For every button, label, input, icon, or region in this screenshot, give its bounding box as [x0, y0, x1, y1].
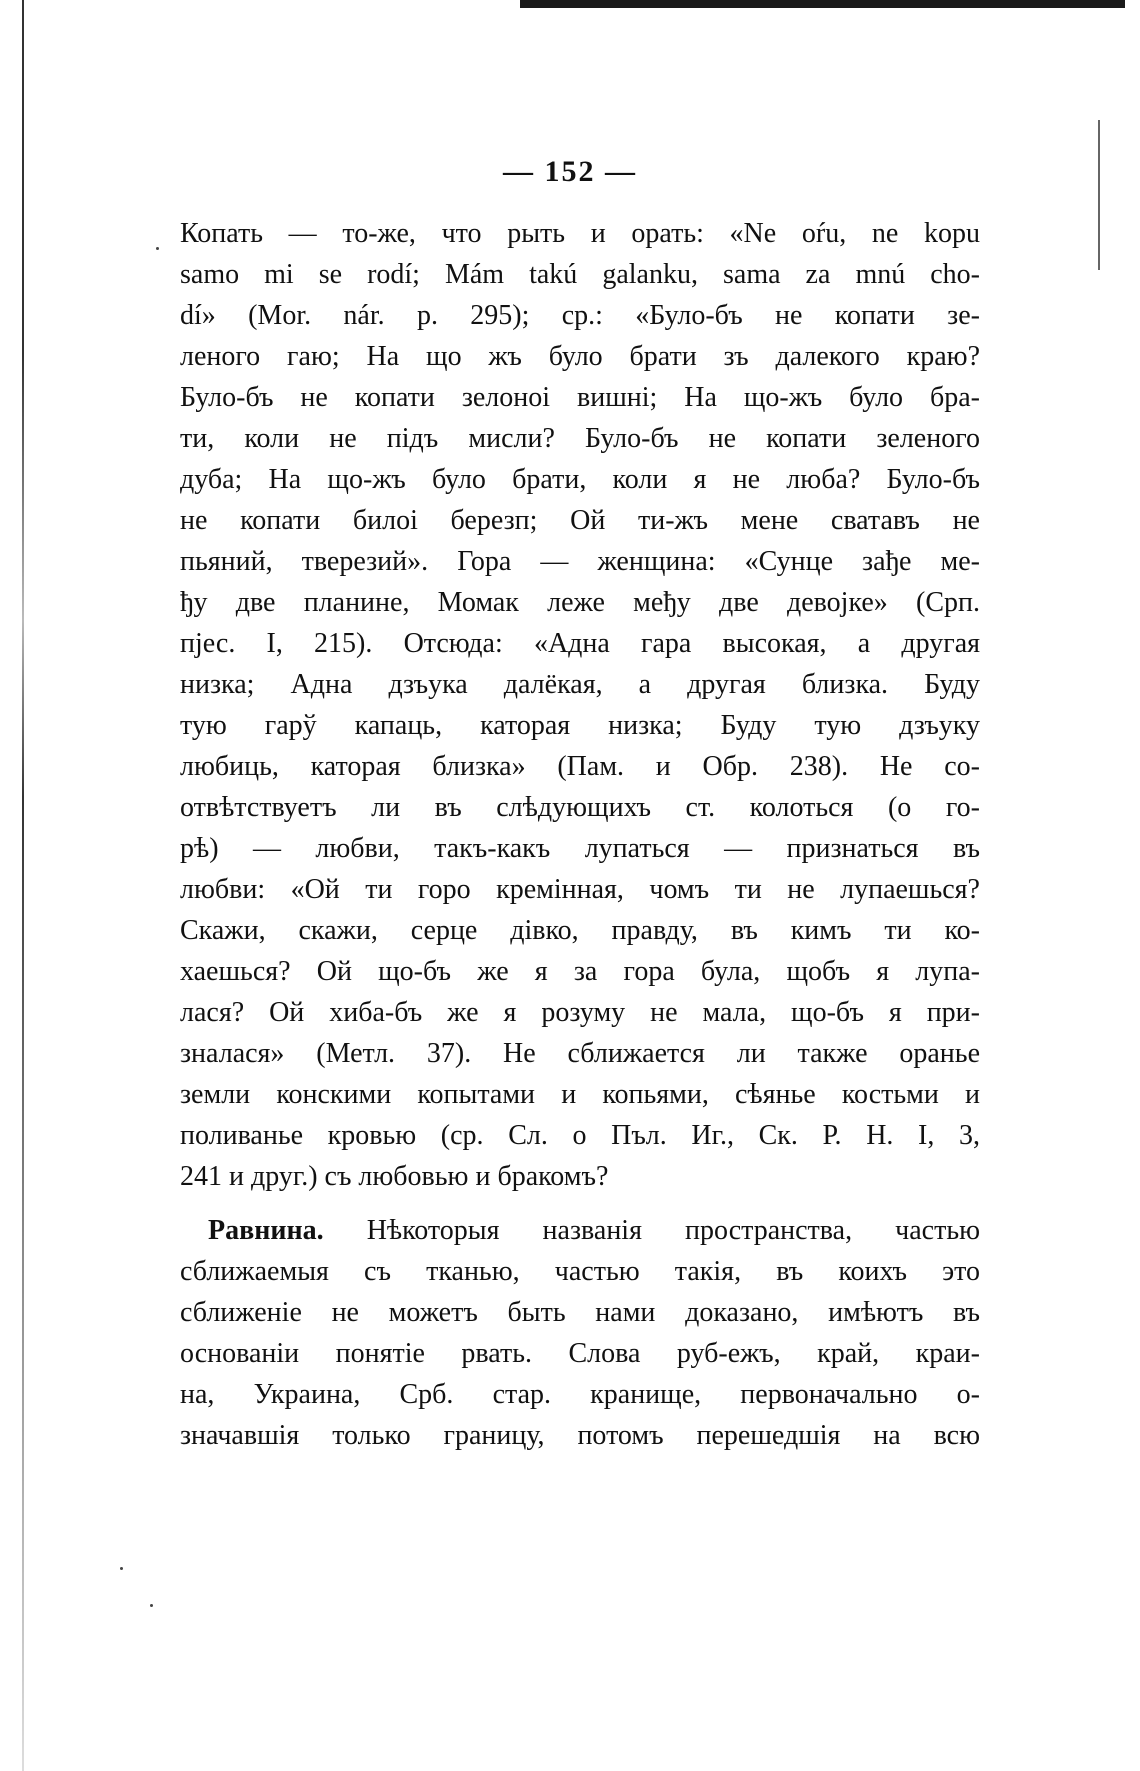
text-line: пјес. I, 215). Отсюда: «Адна гара высокая, а другая	[180, 628, 980, 659]
text-line	[180, 1210, 980, 1251]
text-run: Нѣкоторыя названія пространства, частью	[323, 1215, 980, 1246]
paragraph-ravnina	[180, 1210, 980, 1456]
text-line: пьяний, тверезий». Гора — женщина: «Сунце зађе ме-	[180, 546, 980, 577]
text-line: низка; Адна дзъука далёкая, а другая близка. Буду	[180, 669, 980, 700]
page-number: — 152 —	[503, 155, 637, 188]
body-text	[180, 213, 980, 1456]
text-line: значавшія только границу, потомъ перешедшія на всю	[180, 1420, 980, 1451]
text-line: поливанье кровью (ср. Сл. о Пъл. Иг., Ск. Р. Н. I, 3,	[180, 1120, 980, 1151]
text-line: любви: «Ой ти горо кремінная, чомъ ти не лупаешься?	[180, 874, 980, 905]
text-line: сближеніе не можетъ быть нами доказано, имѣютъ въ	[180, 1297, 980, 1328]
text-line: на, Украина, Срб. стар. кранище, первоначально о-	[180, 1379, 980, 1410]
text-line: ђу две планине, Момак леже међу две девојке» (Срп.	[180, 587, 980, 618]
text-line: основаніи понятіе рвать. Слова руб-ежъ, край, краи-	[180, 1338, 980, 1369]
section-heading: Равнина.	[208, 1215, 324, 1246]
scan-edge-left	[22, 0, 24, 1771]
text-line: отвѣтствуетъ ли въ слѣдующихъ ст. колоться (о го-	[180, 792, 980, 823]
text-line: сближаемыя съ тканью, частью такія, въ коихъ это	[180, 1256, 980, 1287]
text-line: рѣ) — любви, такъ-какъ лупаться — признаться въ	[180, 833, 980, 864]
text-line: samo mi se rodí; Mám takú galanku, sama za mnú cho-	[180, 259, 980, 290]
text-line: хаешься? Ой що-бъ же я за гора була, щобъ я лупа-	[180, 956, 980, 987]
text-line: dí» (Mor. nár. p. 295); ср.: «Було-бъ не копати зе-	[180, 300, 980, 331]
text-line: зналася» (Метл. 37). Не сближается ли также оранье	[180, 1038, 980, 1069]
text-line: 241 и друг.) съ любовью и бракомъ?	[180, 1161, 609, 1192]
text-line: лася? Ой хиба-бъ же я розуму не мала, що-бъ я при-	[180, 997, 980, 1028]
text-line: дуба; На що-жъ було брати, коли я не люба? Було-бъ	[180, 464, 980, 495]
scan-edge-top	[520, 0, 1125, 8]
scan-speck	[120, 1567, 123, 1570]
scan-speck	[156, 247, 159, 250]
text-line: Копать — то-же, что рыть и орать: «Ne oŕu, ne kopu	[180, 218, 980, 249]
text-line: Було-бъ не копати зелоноі вишні; На що-жъ було бра-	[180, 382, 980, 413]
text-line: любиць, каторая близка» (Пам. и Обр. 238). Не со-	[180, 751, 980, 782]
text-line: Скажи, скажи, серце дівко, правду, въ кимъ ти ко-	[180, 915, 980, 946]
scan-speck	[150, 1604, 153, 1607]
text-line: не копати билоі березп; Ой ти-жъ мене сватавъ не	[180, 505, 980, 536]
text-line: леного гаю; На що жъ було брати зъ далекого краю?	[180, 341, 980, 372]
text-line: ти, коли не підъ мисли? Було-бъ не копати зеленого	[180, 423, 980, 454]
scan-edge-right	[1098, 120, 1100, 270]
text-line: тую гарў капаць, каторая низка; Буду тую дзъуку	[180, 710, 980, 741]
text-line: земли конскими копытами и копьями, сѣянье костьми и	[180, 1079, 980, 1110]
paragraph-kopat	[180, 213, 980, 1197]
